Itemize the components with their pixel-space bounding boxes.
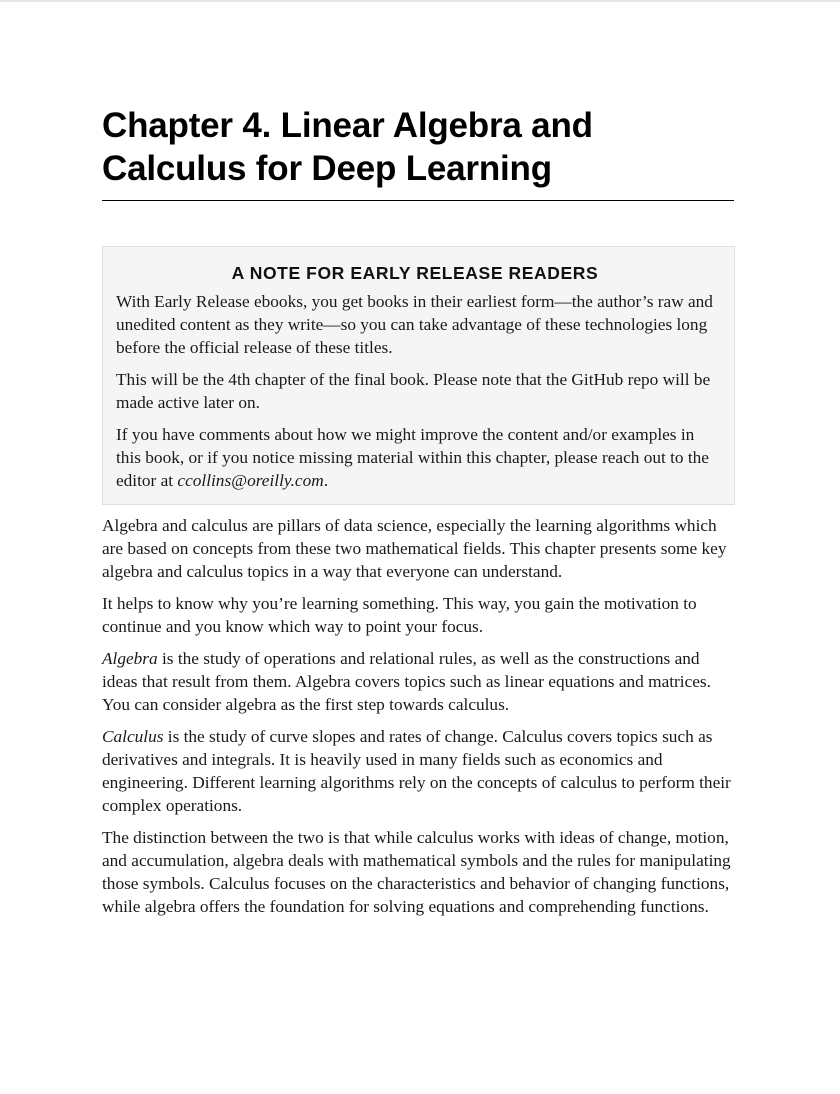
body-paragraph-calculus: [102, 725, 734, 817]
note-contact-paragraph: [116, 423, 714, 492]
chapter-body: [102, 514, 734, 918]
chapter-title-line-1: Chapter 4. Linear Algebra and: [102, 106, 593, 145]
note-contact-suffix: .: [323, 471, 329, 490]
algebra-definition: is the study of operations and relational rules, as well as the constructions and ideas that result from them. Algebra covers topics such as linear equations and matrices. You can consider algebra as the first step towards calculus.: [102, 649, 711, 714]
editor-email-link[interactable]: ccollins@oreilly.com: [177, 471, 324, 490]
page-top-edge: [0, 0, 840, 2]
note-contact-text: If you have comments about how we might improve the content and/or examples in this book, or if you notice missing material within this chapter, please reach out to the editor at: [116, 425, 709, 490]
term-algebra: Algebra: [102, 649, 158, 668]
note-paragraph: With Early Release ebooks, you get books in their earliest form—the author’s raw and unedited content as they write—so you can take advantage of these technologies long before the official release of these titles.: [116, 292, 713, 357]
body-paragraph-algebra: [102, 647, 734, 716]
term-calculus: Calculus: [102, 727, 164, 746]
calculus-definition: is the study of curve slopes and rates of change. Calculus covers topics such as derivatives and integrals. It is heavily used in many fields such as economics and engineering. Different learning algorithms rely on the concepts of calculus to perform their complex operations.: [102, 727, 731, 815]
chapter-title-line-2: Calculus for Deep Learning: [102, 149, 552, 188]
chapter-title: [102, 104, 734, 190]
body-paragraph-intro: Algebra and calculus are pillars of data science, especially the learning algorithms which are based on concepts from these two mathematical fields. This chapter presents some key algebra and calculus topics in a way that everyone can understand.: [102, 516, 727, 581]
body-paragraph-motivation: It helps to know why you’re learning something. This way, you gain the motivation to continue and you know which way to point your focus.: [102, 594, 697, 636]
note-heading: A NOTE FOR EARLY RELEASE READERS: [231, 263, 599, 283]
note-paragraph: This will be the 4th chapter of the final book. Please note that the GitHub repo will be made active later on.: [116, 370, 711, 412]
body-paragraph-distinction: The distinction between the two is that while calculus works with ideas of change, motion, and accumulation, algebra deals with mathematical symbols and the rules for manipulating those symbols. Calculus focuses on the characteristics and behavior of changing functions, while algebra offers the foundation for solving equations and comprehending functions.: [102, 828, 731, 916]
title-divider: [102, 200, 734, 201]
document-page: [102, 104, 734, 927]
early-release-note: [102, 246, 735, 505]
